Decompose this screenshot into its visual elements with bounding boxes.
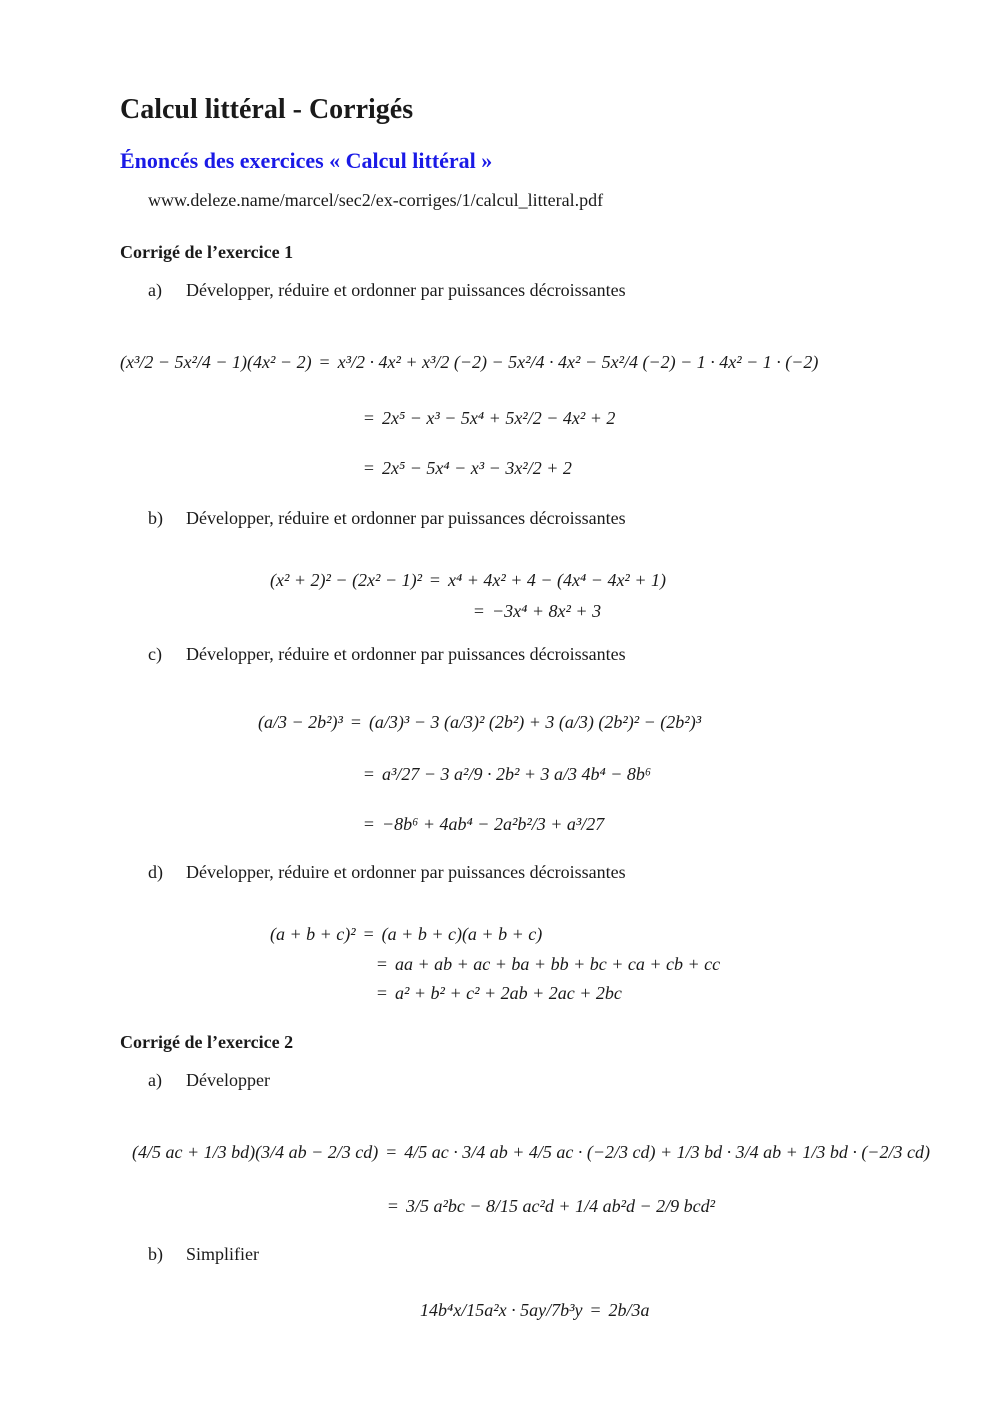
equation-line — [132, 1142, 930, 1163]
item-label: a) — [148, 280, 162, 300]
equation-line — [466, 601, 601, 622]
equation-line — [356, 408, 615, 429]
equals-sign: = — [363, 924, 374, 944]
exercise-2-heading: Corrigé de l’exercice 2 — [120, 1032, 294, 1052]
equation-rhs: x³/2 · 4x² + x³/2 (−2) − 5x²/4 · 4x² − 5x²/4 (−2) − 1 · 4x² − 1 · (−2) — [337, 352, 819, 372]
equation-line — [120, 352, 818, 373]
exercise-1b-instruction — [148, 508, 626, 529]
equation-rhs: (a/3)³ − 3 (a/3)² (2b²) + 3 (a/3) (2b²)² − (2b²)³ — [368, 712, 702, 732]
equals-sign: = — [429, 570, 441, 590]
exercise-2a-instruction — [148, 1070, 270, 1091]
document-url: www.deleze.name/marcel/sec2/ex-corriges/1/calcul_litteral.pdf — [148, 190, 604, 210]
item-text: Développer — [186, 1070, 270, 1090]
exercise-statements-link[interactable]: Énoncés des exercices « Calcul littéral » — [120, 148, 493, 173]
item-label: b) — [148, 1244, 163, 1264]
equals-sign: = — [376, 983, 388, 1003]
item-text: Développer, réduire et ordonner par puissances décroissantes — [186, 862, 626, 882]
equation-rhs: 2b/3a — [608, 1300, 650, 1320]
item-label: d) — [148, 862, 163, 882]
exercise-1a-instruction — [148, 280, 626, 301]
equals-sign: = — [473, 601, 485, 621]
item-label: c) — [148, 644, 162, 664]
equals-sign: = — [387, 1196, 399, 1216]
item-label: b) — [148, 508, 163, 528]
equation-lhs: (x² + 2)² − (2x² − 1)² — [270, 570, 422, 590]
equation-lhs: (a + b + c)² — [270, 924, 356, 944]
equals-sign: = — [376, 954, 388, 974]
equation-lhs: (4/5 ac + 1/3 bd)(3/4 ab − 2/3 cd) — [132, 1142, 379, 1162]
equals-sign: = — [363, 814, 375, 834]
equation-rhs: 2x⁵ − 5x⁴ − x³ − 3x²/2 + 2 — [382, 458, 572, 478]
equation-rhs: −8b⁶ + 4ab⁴ − 2a²b²/3 + a³/27 — [382, 814, 605, 834]
equation-rhs: x⁴ + 4x² + 4 − (4x⁴ − 4x² + 1) — [447, 570, 666, 590]
equals-sign: = — [590, 1300, 601, 1320]
exercise-1-heading: Corrigé de l’exercice 1 — [120, 242, 294, 262]
equation-rhs: aa + ab + ac + ba + bb + bc + ca + cb + cc — [395, 954, 721, 974]
equation-rhs: 4/5 ac · 3/4 ab + 4/5 ac · (−2/3 cd) + 1/3 bd · 3/4 ab + 1/3 bd · (−2/3 cd) — [404, 1142, 930, 1162]
equation-line — [270, 924, 542, 945]
equals-sign: = — [386, 1142, 397, 1162]
exercise-2b-instruction — [148, 1244, 259, 1265]
equation-line — [356, 458, 572, 479]
equals-sign: = — [350, 712, 362, 732]
equation-lhs: (a/3 − 2b²)³ — [258, 712, 343, 732]
equation-lhs: 14b⁴x/15a²x · 5ay/7b³y — [420, 1300, 583, 1320]
item-text: Simplifier — [186, 1244, 259, 1264]
equation-line — [369, 983, 622, 1004]
equation-lhs: (x³/2 − 5x²/4 − 1)(4x² − 2) — [120, 352, 312, 372]
equation-line — [369, 954, 720, 975]
equation-line — [270, 570, 666, 591]
equation-rhs: −3x⁴ + 8x² + 3 — [492, 601, 602, 621]
equation-rhs: a² + b² + c² + 2ab + 2ac + 2bc — [395, 983, 622, 1003]
page-title: Calcul littéral - Corrigés — [120, 94, 414, 125]
equals-sign: = — [363, 458, 375, 478]
equation-line — [258, 712, 701, 733]
equals-sign: = — [319, 352, 330, 372]
equation-line — [420, 1300, 650, 1321]
equation-line — [356, 764, 651, 785]
equation-line — [356, 814, 604, 835]
exercise-1d-instruction — [148, 862, 626, 883]
item-label: a) — [148, 1070, 162, 1090]
equation-rhs: a³/27 − 3 a²/9 · 2b² + 3 a/3 4b⁴ − 8b⁶ — [382, 764, 652, 784]
equation-line — [380, 1196, 715, 1217]
equation-rhs: 3/5 a²bc − 8/15 ac²d + 1/4 ab²d − 2/9 bcd² — [406, 1196, 715, 1216]
item-text: Développer, réduire et ordonner par puissances décroissantes — [186, 508, 626, 528]
equation-rhs: (a + b + c)(a + b + c) — [381, 924, 543, 944]
exercise-1c-instruction — [148, 644, 626, 665]
equals-sign: = — [363, 408, 375, 428]
equals-sign: = — [363, 764, 375, 784]
item-text: Développer, réduire et ordonner par puissances décroissantes — [186, 280, 626, 300]
item-text: Développer, réduire et ordonner par puissances décroissantes — [186, 644, 626, 664]
equation-rhs: 2x⁵ − x³ − 5x⁴ + 5x²/2 − 4x² + 2 — [382, 408, 616, 428]
